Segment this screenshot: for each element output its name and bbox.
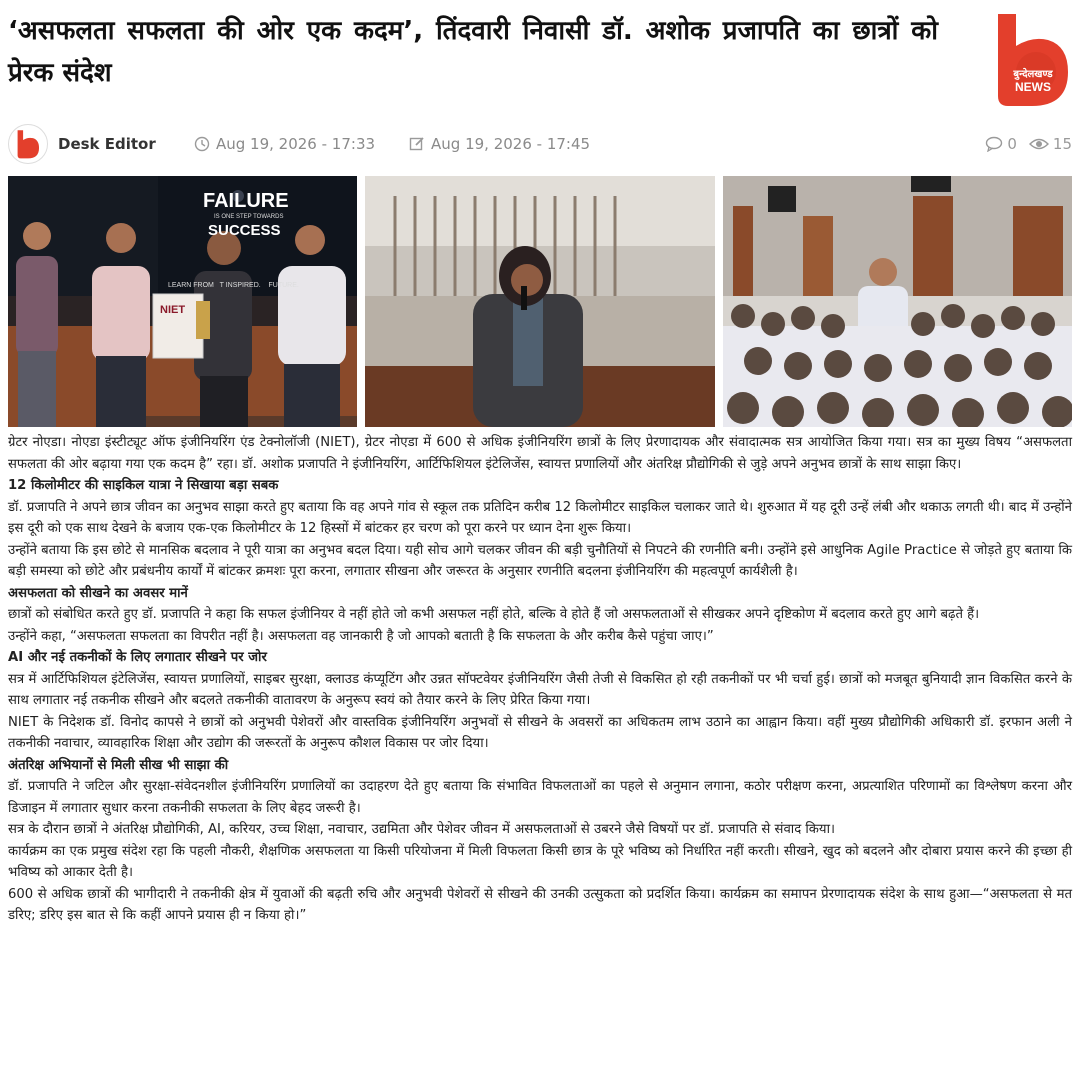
- banner-success: SUCCESS: [208, 222, 281, 239]
- author-avatar[interactable]: [8, 124, 48, 164]
- article-paragraph: ग्रेटर नोएडा। नोएडा इंस्टीट्यूट ऑफ इंजीनियरिंग एंड टेक्नोलॉजी (NIET), ग्रेटर नोएडा में 600 से अधिक इंजीनियरिंग छात्रों के लिए प्रेरणादायक और संवादात्मक सत्र आयोजित किया गया। सत्र का मुख्य विषय “असफलता सफलता की ओर बढ़ाया गया एक कदम है” रहा। डॉ. अशोक प्रजापति ने इंजीनियरिंग, आर्टिफिशियल इंटेलिजेंस, स्वायत्त प्रणालियों और अंतरिक्ष प्रौद्योगिकी से जुड़े अपने अनुभव छात्रों के साथ साझा किए।: [8, 435, 1072, 472]
- section-heading: 12 किलोमीटर की साइकिल यात्रा ने सिखाया बड़ा सबक: [8, 478, 279, 493]
- article-body: [8, 432, 1072, 927]
- updated-date-text: Aug 19, 2026 - 17:45: [431, 135, 591, 153]
- article-headline: ‘असफलता सफलता की ओर एक कदम’, तिंदवारी निवासी डॉ. अशोक प्रजापति का छात्रों को प्रेरक संदेश: [8, 16, 938, 88]
- photo-audience[interactable]: [723, 176, 1072, 427]
- photo-gallery: [8, 176, 1072, 427]
- article-paragraph: NIET के निदेशक डॉ. विनोद कापसे ने छात्रों को अनुभवी पेशेवरों और वास्तविक इंजीनियरिंग अनुभवों से सीखने के अवसरों का अधिकतम लाभ उठाने का आह्वान किया। वहीं मुख्य प्रौद्योगिकी अधिकारी डॉ. इरफान अली ने तकनीकी नवाचार, व्यावहारिक शिक्षा और उद्योग की जरूरतों के अनुरूप कौशल विकास पर जोर दिया।: [8, 714, 1072, 751]
- author-name[interactable]: Desk Editor: [58, 135, 156, 153]
- article-paragraph: डॉ. प्रजापति ने जटिल और सुरक्षा-संवेदनशील इंजीनियरिंग प्रणालियों का उदाहरण देते हुए बताया कि संभावित विफलताओं का पहले से अनुमान लगाना, कठोर परीक्षण करना, अप्रत्याशित परिणामों का विश्लेषण करना और डिजाइन में लगातार सुधार करना तकनीकी सफलता के लिए बेहद जरूरी है।: [8, 779, 1072, 816]
- brand-logo-text-top: बुन्देलखण्ड: [1013, 69, 1053, 80]
- photo-speaker[interactable]: [365, 176, 714, 427]
- banner-footer: LEARN FROM T INSPIRED. FUTURE.: [168, 282, 299, 289]
- published-date: [194, 135, 375, 153]
- article-paragraph: छात्रों को संबोधित करते हुए डॉ. प्रजापति ने कहा कि सफल इंजीनियर वे नहीं होते जो कभी असफल नहीं होते, बल्कि वे होते हैं जो असफलताओं से सीखकर अपने दृष्टिकोण में बदलाव करते हुए आगे बढ़ते हैं।: [8, 607, 980, 622]
- photo-felicitation[interactable]: [8, 176, 357, 427]
- comment-count[interactable]: [985, 135, 1017, 153]
- article-paragraph: उन्होंने कहा, “असफलता सफलता का विपरीत नहीं है। असफलता वह जानकारी है जो आपको बताती है कि सफलता के और करीब कैसे पहुंचा जाए।”: [8, 628, 714, 644]
- brand-logo[interactable]: [994, 10, 1070, 108]
- comment-count-text: 0: [1007, 135, 1017, 153]
- section-heading: अंतरिक्ष अभियानों से मिली सीख भी साझा की: [8, 757, 229, 773]
- article-stats: [985, 135, 1072, 153]
- banner-subtitle: IS ONE STEP TOWARDS: [214, 214, 284, 220]
- view-count-text: 15: [1052, 135, 1072, 153]
- article-paragraph: उन्होंने बताया कि इस छोटे से मानसिक बदलाव ने पूरी यात्रा का अनुभव बदल दिया। यही सोच आगे चलकर जीवन की बड़ी चुनौतियों से निपटने की रणनीति बनी। उन्होंने इसे आधुनिक Agile Practice से जोड़ते हुए बताया कि बड़ी समस्या को छोटे और प्रबंधनीय कार्यों में बांटकर क्रमशः पूरा करना, लगातार सीखना और जरूरत के अनुसार रणनीति बदलना इंजीनियरिंग की महत्वपूर्ण कार्यशैली है।: [8, 542, 1072, 579]
- award-box-label: NIET: [160, 304, 186, 316]
- article-paragraph: सत्र में आर्टिफिशियल इंटेलिजेंस, स्वायत्त प्रणालियों, साइबर सुरक्षा, क्लाउड कंप्यूटिंग और उन्नत सॉफ्टवेयर इंजीनियरिंग जैसी तेजी से विकसित हो रही तकनीकों पर भी चर्चा हुई। छात्रों को मजबूत बुनियादी ज्ञान विकसित करने के साथ लगातार नई तकनीक सीखने और बदलते तकनीकी वातावरण के अनुरूप स्वयं को तैयार करने के लिए प्रेरित किया गया।: [8, 671, 1072, 708]
- view-count: [1029, 135, 1072, 153]
- banner-title: FAILURE: [203, 190, 289, 212]
- section-heading: AI और नई तकनीकों के लिए लगातार सीखने पर जोर: [8, 650, 267, 665]
- edit-icon: [409, 136, 425, 152]
- updated-date: [409, 135, 590, 153]
- article-paragraph: सत्र के दौरान छात्रों ने अंतरिक्ष प्रौद्योगिकी, AI, करियर, उच्च शिक्षा, नवाचार, उद्यमिता और पेशेवर जीवन में असफलताओं से उबरने जैसे विषयों पर डॉ. प्रजापति से संवाद किया।: [8, 822, 835, 837]
- article-paragraph: डॉ. प्रजापति ने अपने छात्र जीवन का अनुभव साझा करते हुए बताया कि वह अपने गांव से स्कूल तक प्रतिदिन करीब 12 किलोमीटर साइकिल चलाकर जाते थे। शुरुआत में यह दूरी उन्हें लंबी और थकाऊ लगती थी। बाद में उन्होंने इस दूरी को एक साथ देखने के बजाय एक-एक किलोमीटर के 12 हिस्सों में बांटकर हर चरण को पूरा करने पर ध्यान देना शुरू किया।: [8, 499, 1072, 536]
- comment-icon: [985, 136, 1003, 152]
- published-date-text: Aug 19, 2026 - 17:33: [216, 135, 376, 153]
- byline-bar: [8, 124, 1072, 164]
- clock-icon: [194, 136, 210, 152]
- eye-icon: [1029, 137, 1049, 151]
- brand-logo-text-bottom: NEWS: [1015, 80, 1051, 94]
- article-paragraph: 600 से अधिक छात्रों की भागीदारी ने तकनीकी क्षेत्र में युवाओं की बढ़ती रुचि और अनुभवी पेशेवरों से सीखने की उनकी उत्सुकता को प्रदर्शित किया। कार्यक्रम का समापन प्रेरणादायक संदेश के साथ हुआ—“असफलता से मत डरिए; डरिए इस बात से कि कहीं आपने प्रयास ही न किया हो।”: [8, 886, 1072, 923]
- section-heading: असफलता को सीखने का अवसर मानें: [8, 585, 188, 601]
- article-paragraph: कार्यक्रम का एक प्रमुख संदेश रहा कि पहली नौकरी, शैक्षणिक असफलता या किसी परियोजना में मिली विफलता किसी छात्र के पूरे भविष्य को निर्धारित नहीं करती। सीखने, खुद को बदलने और दोबारा प्रयास करने की इच्छा ही भविष्य को आकार देती है।: [8, 843, 1072, 880]
